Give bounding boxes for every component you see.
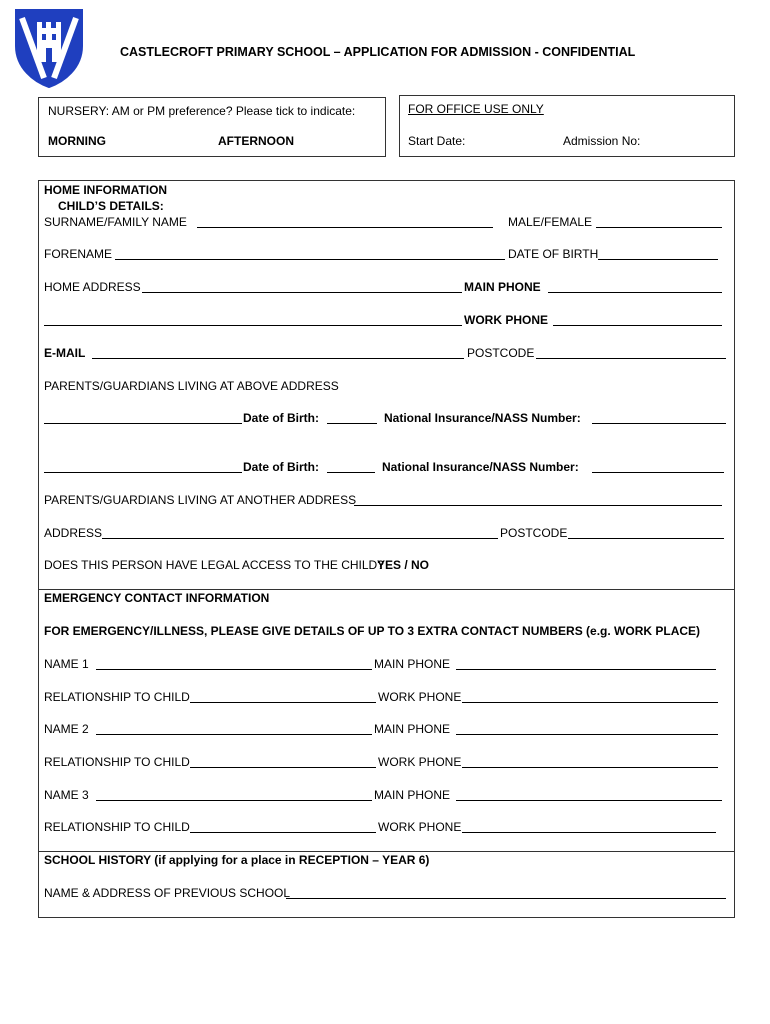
parent2-name-field[interactable] [44,472,242,473]
previous-school-field[interactable] [286,898,726,899]
contact1-name-field[interactable] [96,669,372,670]
contact3-relationship-field[interactable] [190,832,376,833]
legal-access-label: DOES THIS PERSON HAVE LEGAL ACCESS TO THE CHILD? [44,558,384,572]
contact3-main-phone-label: MAIN PHONE [374,788,451,802]
emergency-heading: EMERGENCY CONTACT INFORMATION [44,591,270,605]
sex-label: MALE/FEMALE [508,215,593,229]
parent2-ni-label: National Insurance/NASS Number: [382,460,579,474]
yes-no-option[interactable]: YES / NO [377,558,430,572]
morning-option[interactable]: MORNING [48,134,106,148]
main-form-box [38,180,735,918]
surname-label: SURNAME/FAMILY NAME [44,215,187,229]
contact2-name-field[interactable] [96,734,372,735]
contact3-work-phone-field[interactable] [462,832,716,833]
postcode-label: POSTCODE [467,346,535,360]
parent2-dob-label: Date of Birth: [243,460,319,474]
contact1-work-phone-label: WORK PHONE [378,690,462,704]
contact3-name-field[interactable] [96,800,372,801]
postcode-field[interactable] [536,358,726,359]
start-date-label: Start Date: [408,134,466,148]
contact2-name-label: NAME 2 [44,722,89,736]
dob-field[interactable] [598,259,718,260]
childs-details-heading: CHILD’S DETAILS: [58,199,164,213]
admission-no-label: Admission No: [563,134,641,148]
contact1-relationship-field[interactable] [190,702,376,703]
parent2-dob-field[interactable] [327,472,375,473]
contact3-name-label: NAME 3 [44,788,89,802]
divider-emergency [38,589,735,590]
school-history-heading: SCHOOL HISTORY (if applying for a place in RECEPTION – YEAR 6) [44,853,430,867]
other-address-label: ADDRESS [44,526,103,540]
parents-same-address-label: PARENTS/GUARDIANS LIVING AT ABOVE ADDRESS [44,379,339,393]
email-label: E-MAIL [44,346,86,360]
contact1-main-phone-label: MAIN PHONE [374,657,451,671]
work-phone-field[interactable] [553,325,722,326]
contact2-work-phone-field[interactable] [462,767,718,768]
contact2-relationship-label: RELATIONSHIP TO CHILD [44,755,190,769]
contact1-work-phone-field[interactable] [462,702,718,703]
contact1-main-phone-field[interactable] [456,669,716,670]
parent1-dob-field[interactable] [327,423,377,424]
dob-label: DATE OF BIRTH [508,247,599,261]
page-title: CASTLECROFT PRIMARY SCHOOL – APPLICATION FOR ADMISSION - CONFIDENTIAL [120,45,636,59]
emergency-instruction: FOR EMERGENCY/ILLNESS, PLEASE GIVE DETAILS OF UP TO 3 EXTRA CONTACT NUMBERS (e.g. WORK PLACE) [44,624,701,638]
parents-other-field[interactable] [354,505,722,506]
parents-other-address-label: PARENTS/GUARDIANS LIVING AT ANOTHER ADDRESS [44,493,357,507]
contact1-name-label: NAME 1 [44,657,89,671]
work-phone-label: WORK PHONE [464,313,548,327]
other-address-field[interactable] [102,538,498,539]
divider-school-history [38,851,735,852]
home-address-line-2[interactable] [44,325,462,326]
home-address-field[interactable] [142,292,462,293]
home-address-label: HOME ADDRESS [44,280,141,294]
contact3-relationship-label: RELATIONSHIP TO CHILD [44,820,190,834]
forename-label: FORENAME [44,247,113,261]
main-phone-label: MAIN PHONE [464,280,541,294]
parent1-ni-field[interactable] [592,423,726,424]
contact3-main-phone-field[interactable] [456,800,722,801]
other-postcode-label: POSTCODE [500,526,568,540]
other-postcode-field[interactable] [568,538,724,539]
home-information-heading: HOME INFORMATION [44,183,168,197]
school-crest-logo [14,8,84,88]
parent1-ni-label: National Insurance/NASS Number: [384,411,581,425]
forename-field[interactable] [115,259,505,260]
contact1-relationship-label: RELATIONSHIP TO CHILD [44,690,190,704]
parent2-ni-field[interactable] [592,472,724,473]
sex-field[interactable] [596,227,722,228]
surname-field[interactable] [197,227,493,228]
contact2-main-phone-field[interactable] [456,734,718,735]
previous-school-label: NAME & ADDRESS OF PREVIOUS SCHOOL [44,886,291,900]
parent1-name-field[interactable] [44,423,242,424]
contact3-work-phone-label: WORK PHONE [378,820,462,834]
email-field[interactable] [92,358,464,359]
contact2-main-phone-label: MAIN PHONE [374,722,451,736]
office-use-heading: FOR OFFICE USE ONLY [408,102,544,116]
main-phone-field[interactable] [548,292,722,293]
afternoon-option[interactable]: AFTERNOON [218,134,294,148]
contact2-relationship-field[interactable] [190,767,376,768]
nursery-prompt: NURSERY: AM or PM preference? Please tick to indicate: [48,104,356,118]
parent1-dob-label: Date of Birth: [243,411,319,425]
contact2-work-phone-label: WORK PHONE [378,755,462,769]
